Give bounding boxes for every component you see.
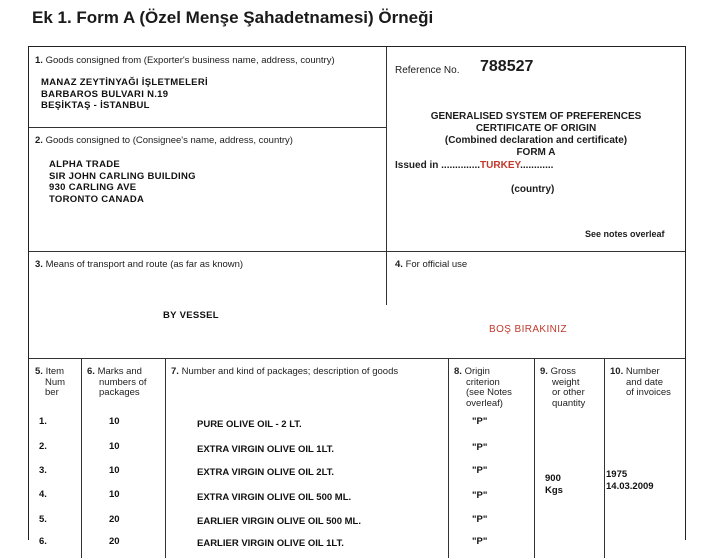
invoice-number: 1975 [606, 469, 628, 480]
box2-label: 2. Goods consigned to (Consignee's name, address, country) [35, 135, 293, 146]
row-marks: 10 [109, 416, 120, 427]
col-header-item: 5. Item Num ber [35, 366, 66, 398]
official-use-value: BOŞ BIRAKINIZ [489, 324, 567, 335]
certificate-line2: CERTIFICATE OF ORIGIN [475, 123, 597, 134]
country-label: (country) [511, 184, 555, 195]
divider-col-7-8 [448, 358, 449, 558]
row-item: 6. [39, 536, 47, 547]
row-item: 4. [39, 489, 47, 500]
box3-label: 3. Means of transport and route (as far as known) [35, 259, 244, 270]
col-header-origin: 8. Origin criterion (see Notes overleaf) [454, 366, 512, 409]
gross-weight [545, 473, 563, 497]
row-marks: 20 [109, 514, 120, 525]
divider-box2-box3 [29, 251, 685, 252]
row-description: PURE OLIVE OIL - 2 LT. [197, 419, 302, 430]
divider-box1-box2 [29, 127, 386, 128]
col-header-marks: 6. Marks and numbers of packages [87, 366, 147, 398]
row-item: 2. [39, 441, 47, 452]
consignee-line: TORONTO CANADA [49, 193, 145, 205]
divider-col-5-6 [81, 358, 82, 558]
col-header-description: 7. Number and kind of packages; description of goods [171, 366, 399, 377]
row-origin: "P" [472, 514, 488, 525]
certificate-line3: (Combined declaration and certificate) [444, 135, 628, 146]
row-item: 3. [39, 465, 47, 476]
gross-weight-unit: Kgs [545, 485, 563, 496]
exporter-line: BEŞİKTAŞ - İSTANBUL [41, 100, 150, 111]
form-a-document [28, 46, 686, 549]
invoice-date: 14.03.2009 [606, 481, 654, 492]
row-description: EARLIER VIRGIN OLIVE OIL 1LT. [197, 538, 344, 549]
certificate-line1: GENERALISED SYSTEM OF PREFERENCES [430, 111, 642, 122]
issued-in: Issued in ..............TURKEY............ [395, 160, 554, 171]
row-origin: "P" [472, 465, 488, 476]
divider-col-9-10 [604, 358, 605, 558]
divider-col-8-9 [534, 358, 535, 558]
row-description: EXTRA VIRGIN OLIVE OIL 2LT. [197, 467, 335, 478]
reference-number: 788527 [480, 58, 534, 75]
consignee-address [49, 159, 196, 205]
consignee-line: 930 CARLING AVE [49, 182, 137, 193]
invoice-info [606, 469, 654, 493]
gross-weight-value: 900 [545, 473, 561, 484]
exporter-line: MANAZ ZEYTİNYAĞI İŞLETMELERİ [41, 77, 208, 88]
row-description: EXTRA VIRGIN OLIVE OIL 500 ML. [197, 492, 352, 503]
divider-box3-table [29, 358, 685, 359]
row-item: 1. [39, 416, 47, 427]
page-title: Ek 1. Form A (Özel Menşe Şahadetnamesi) Örneği [32, 8, 434, 27]
row-marks: 10 [109, 441, 120, 452]
exporter-address [41, 77, 208, 112]
transport-value: BY VESSEL [163, 310, 219, 321]
box1-label: 1. Goods consigned from (Exporter's business name, address, country) [35, 55, 335, 66]
divider-vertical-top [386, 47, 387, 305]
row-description: EARLIER VIRGIN OLIVE OIL 500 ML. [197, 516, 361, 527]
exporter-line: BARBAROS BULVARI N.19 [41, 88, 169, 100]
row-description: EXTRA VIRGIN OLIVE OIL 1LT. [197, 444, 335, 455]
certificate-form-a: FORM A [516, 147, 556, 158]
notes-overleaf: See notes overleaf [585, 229, 665, 239]
box4-label: 4. For official use [395, 259, 468, 270]
col-header-invoice: 10. Number and date of invoices [610, 366, 671, 398]
reference-label: Reference No. [395, 65, 460, 76]
col-header-gross-weight: 9. Gross weight or other quantity [540, 366, 586, 409]
row-origin: "P" [472, 490, 488, 501]
row-origin: "P" [472, 416, 488, 427]
row-origin: "P" [472, 442, 488, 453]
consignee-line: ALPHA TRADE [49, 159, 121, 170]
divider-col-6-7 [165, 358, 166, 558]
row-marks: 10 [109, 489, 120, 500]
row-marks: 10 [109, 465, 120, 476]
issued-country: TURKEY [480, 160, 521, 171]
row-item: 5. [39, 514, 47, 525]
row-marks: 20 [109, 536, 120, 547]
consignee-line: SIR JOHN CARLING BUILDING [49, 170, 196, 182]
row-origin: "P" [472, 536, 488, 547]
